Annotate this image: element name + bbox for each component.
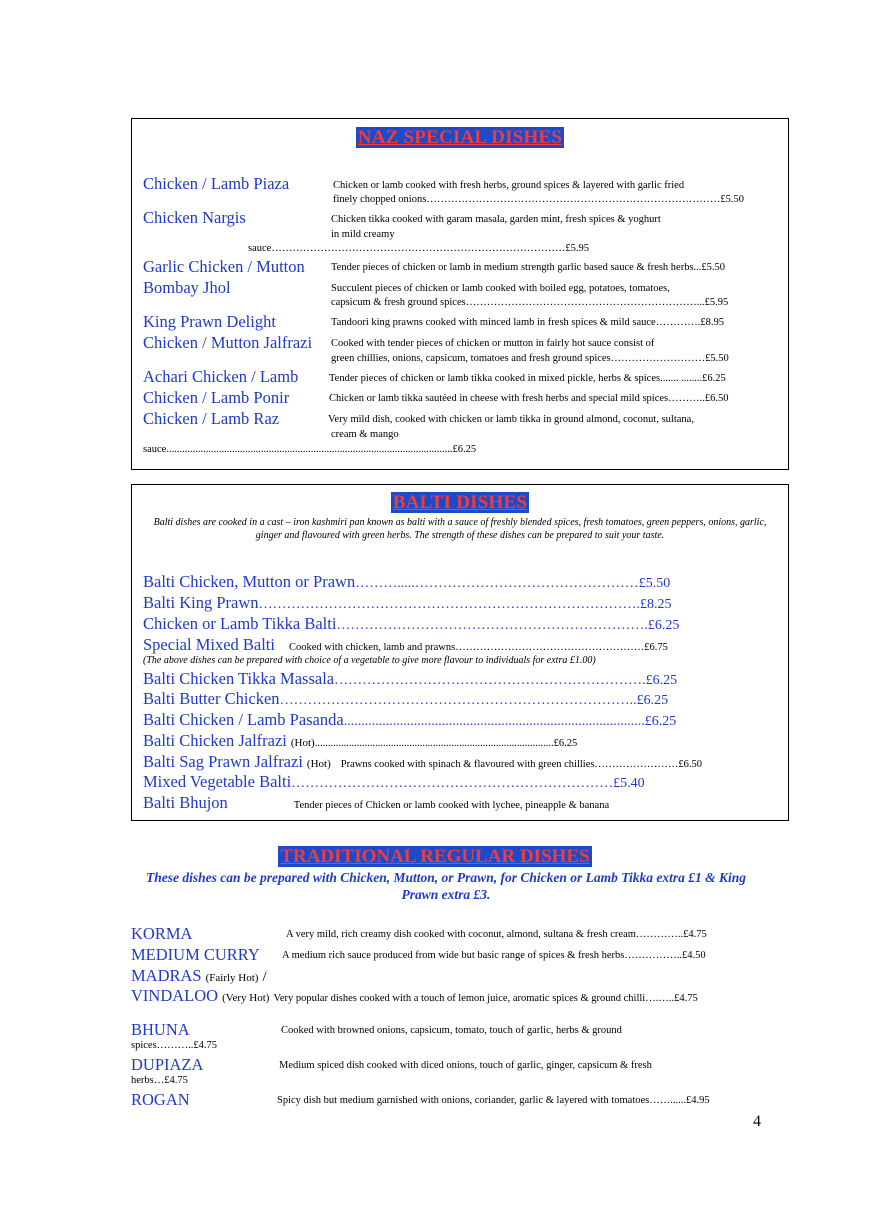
dish-name: Chicken Nargis (143, 208, 246, 227)
trad-item-dupiaza: DUPIAZA (131, 1055, 204, 1074)
trad-desc: Spicy dish but medium garnished with onions, coriander, garlic & layered with tomatoes……......£4.95 (277, 1095, 710, 1106)
balti-section (131, 484, 789, 821)
dish-description: Very mild dish, cooked with chicken or lamb tikka in ground almond, coconut, sultana, (328, 414, 694, 425)
trad-desc: A very mild, rich creamy dish cooked with coconut, almond, sultana & fresh cream…………..£4.75 (286, 929, 707, 940)
balti-item: Balti Butter Chicken…………………………………………………………………..£6.25 (143, 689, 669, 708)
balti-item: Chicken or Lamb Tikka Balti………………………………………………………….£6.25 (143, 614, 680, 633)
dish-description: finely chopped onions…………………………………………………………………………£5.50 (333, 194, 744, 205)
trad-item-madras: MADRAS (Fairly Hot) / (131, 966, 267, 985)
balti-item: Balti Sag Prawn Jalfrazi (Hot) Prawns cooked with spinach & flavoured with green chillies……………………£6.50 (143, 752, 703, 771)
trad-item-vindaloo: VINDALOO (Very Hot) Very popular dishes cooked with a touch of lemon juice, aromatic spices & ground chilli….…..£4.75 (131, 986, 698, 1005)
balti-section-title: BALTI DISHES (392, 492, 528, 513)
dish-description: capsicum & fresh ground spices…………………………………………………………...£5.95 (331, 297, 729, 308)
balti-item: Balti Bhujon Tender pieces of Chicken or lamb cooked with lychee, pineapple & banana (143, 793, 610, 812)
dish-description: Tender pieces of chicken or lamb in medium strength garlic based sauce & fresh herbs...£5.50 (331, 262, 726, 273)
dish-description: Chicken tikka cooked with garam masala, garden mint, fresh spices & yoghurt (331, 214, 661, 225)
trad-item-rogan: ROGAN (131, 1090, 190, 1109)
page-number: 4 (753, 1113, 761, 1130)
balti-vegetable-note: (The above dishes can be prepared with choice of a vegetable to give more flavour to individuals for extra £1.00) (143, 655, 596, 666)
dish-name: Chicken / Mutton Jalfrazi (143, 333, 313, 352)
dish-name: Garlic Chicken / Mutton (143, 257, 305, 276)
balti-item: Balti Chicken Jalfrazi (Hot)...........................................................................................£6.25 (143, 731, 578, 750)
trad-desc: A medium rich sauce produced from wide but basic range of spices & fresh herbs……………..£4.50 (282, 950, 706, 961)
dish-description: Succulent pieces of chicken or lamb cooked with boiled egg, potatoes, tomatoes, (331, 283, 670, 294)
dish-description: sauce.............................................................................................................£6.25 (143, 444, 477, 455)
traditional-note: These dishes can be prepared with Chicken, Mutton, or Prawn, for Chicken or Lamb Tikka extra £1 & King Prawn extra £3. (146, 870, 746, 902)
dish-name: Achari Chicken / Lamb (143, 367, 299, 386)
trad-item-medium-curry: MEDIUM CURRY (131, 945, 260, 964)
dish-description: Cooked with tender pieces of chicken or mutton in fairly hot sauce consist of (331, 338, 655, 349)
dish-description: sauce…………………………………………………………………………£5.95 (248, 243, 589, 254)
dish-description: cream & mango (331, 429, 399, 440)
dish-description: Chicken or lamb cooked with fresh herbs, ground spices & layered with garlic fried (333, 180, 685, 191)
dish-description: Tandoori king prawns cooked with minced lamb in fresh spices & mild sauce………….£8.95 (331, 317, 724, 328)
trad-desc: Cooked with browned onions, capsicum, tomato, touch of garlic, herbs & ground (281, 1025, 622, 1036)
dish-description: in mild creamy (331, 229, 395, 240)
traditional-section-title: TRADITIONAL REGULAR DISHES (280, 846, 590, 867)
dish-name: Chicken / Lamb Piaza (143, 174, 290, 193)
balti-item: Special Mixed Balti Cooked with chicken, lamb and prawns………………………………………………£6.75 (143, 635, 668, 654)
balti-intro: Balti dishes are cooked in a cast – iron kashmiri pan known as balti with a sauce of freshly blended spices, fresh tomatoes, green peppers, onions, garlic, ginger and flavoured with green herbs. The strength of these dishes can be prepared to suit your taste. (153, 517, 767, 541)
naz-section-title: NAZ SPECIAL DISHES (357, 127, 563, 148)
naz-special-section (131, 118, 789, 470)
dish-name: Chicken / Lamb Raz (143, 409, 280, 428)
dish-name: Bombay Jhol (143, 278, 231, 297)
dish-name: Chicken / Lamb Ponir (143, 388, 290, 407)
trad-desc: Medium spiced dish cooked with diced onions, touch of garlic, ginger, capsicum & fresh (279, 1060, 652, 1071)
dish-description: Tender pieces of chicken or lamb tikka cooked in mixed pickle, herbs & spices....... ........£6.25 (329, 373, 726, 384)
balti-item: Balti Chicken, Mutton or Prawn……….....…………………………………………£5.50 (143, 572, 671, 591)
balti-item: Balti Chicken / Lamb Pasanda......................................................................................£6.25 (143, 710, 677, 729)
dish-description: Chicken or lamb tikka sautéed in cheese with fresh herbs and special mild spices………..£6.50 (329, 393, 729, 404)
balti-item: Balti King Prawn……………………………………………………………………….£8.25 (143, 593, 672, 612)
dish-name: King Prawn Delight (143, 312, 276, 331)
trad-price: herbs…£4.75 (131, 1075, 188, 1086)
dish-description: green chillies, onions, capsicum, tomatoes and fresh ground spices………………………£5.50 (331, 353, 729, 364)
trad-item-korma: KORMA (131, 924, 193, 943)
balti-item: Balti Chicken Tikka Massala………………………………………………………….£6.25 (143, 669, 678, 688)
balti-item: Mixed Vegetable Balti……………………………………………………………£5.40 (143, 772, 645, 791)
trad-price: spices………..£4.75 (131, 1040, 218, 1051)
trad-item-bhuna: BHUNA (131, 1020, 190, 1039)
